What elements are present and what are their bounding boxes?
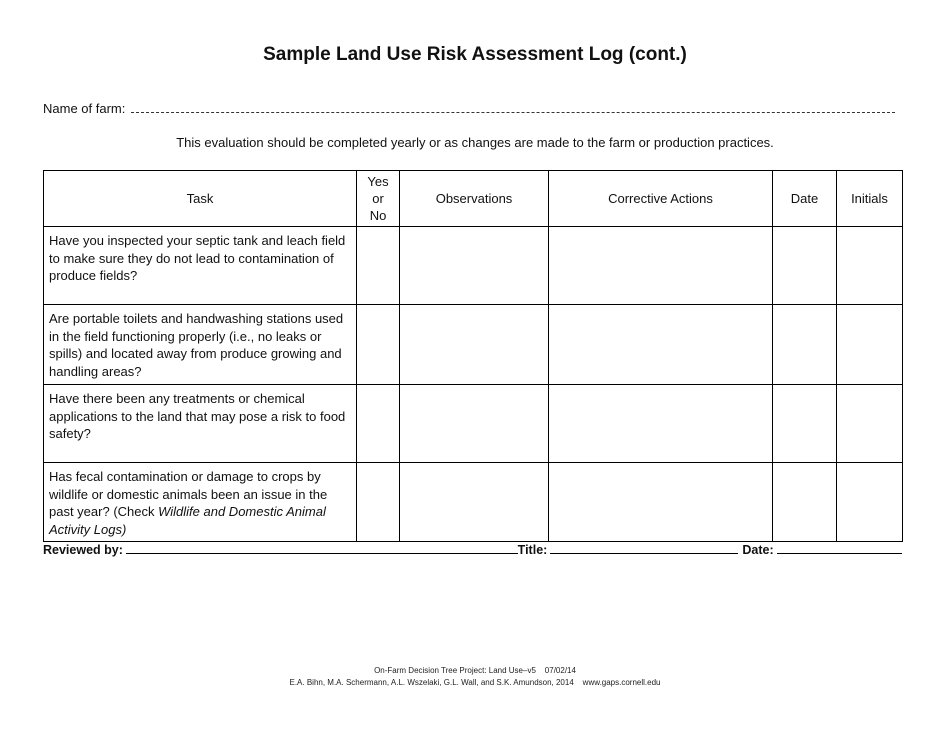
observations-cell[interactable]: [400, 227, 549, 305]
table-header-row: [44, 171, 903, 227]
farm-name-label: Name of farm:: [43, 101, 126, 116]
yes-no-cell[interactable]: [357, 227, 400, 305]
yes-no-cell[interactable]: [357, 305, 400, 385]
date-cell[interactable]: [773, 463, 837, 542]
task-cell: Have there been any treatments or chemical applications to the land that may pose a risk to food safety?: [44, 385, 357, 463]
table-row: [44, 385, 903, 463]
risk-assessment-table: [43, 170, 903, 542]
yes-no-cell[interactable]: [357, 385, 400, 463]
initials-cell[interactable]: [837, 463, 903, 542]
review-title-blank[interactable]: [550, 542, 738, 554]
header-no: No: [369, 208, 387, 223]
corrective-actions-cell[interactable]: [549, 463, 773, 542]
initials-cell[interactable]: [837, 385, 903, 463]
observations-cell[interactable]: [400, 463, 549, 542]
review-line: [43, 542, 902, 557]
task-cell: [44, 463, 357, 542]
header-yes-no: [357, 171, 400, 227]
observations-cell[interactable]: [400, 385, 549, 463]
review-date-label: Date:: [742, 543, 774, 557]
farm-name-blank[interactable]: [131, 101, 895, 113]
header-initials: Initials: [837, 171, 903, 227]
date-cell[interactable]: [773, 305, 837, 385]
corrective-actions-cell[interactable]: [549, 227, 773, 305]
initials-cell[interactable]: [837, 227, 903, 305]
date-cell[interactable]: [773, 385, 837, 463]
observations-cell[interactable]: [400, 305, 549, 385]
header-task: Task: [44, 171, 357, 227]
yes-no-cell[interactable]: [357, 463, 400, 542]
reviewed-by-blank[interactable]: [126, 542, 518, 554]
header-observations: Observations: [400, 171, 549, 227]
table-row: [44, 227, 903, 305]
document-title: Sample Land Use Risk Assessment Log (cont.): [263, 44, 687, 65]
table-row: [44, 463, 903, 542]
review-date-blank[interactable]: [777, 542, 902, 554]
farm-name-line: [43, 101, 895, 116]
task-text-italic: Wildlife and Domestic Animal Activity Logs: [49, 504, 326, 537]
header-or: or: [372, 191, 384, 206]
instruction-text: This evaluation should be completed yearly or as changes are made to the farm or production practices.: [176, 135, 774, 150]
corrective-actions-cell[interactable]: [549, 305, 773, 385]
task-text: Has fecal contamination or damage to crops by wildlife or domestic animals been an issue in the past year? (Check: [49, 469, 328, 519]
reviewed-by-label: Reviewed by:: [43, 543, 123, 557]
task-text-suffix: ): [121, 521, 127, 537]
initials-cell[interactable]: [837, 305, 903, 385]
corrective-actions-cell[interactable]: [549, 385, 773, 463]
review-title-label: Title:: [517, 543, 548, 557]
task-cell: Are portable toilets and handwashing stations used in the field functioning properly (i.e., no leaks or spills) and located away from produce growing and handling areas?: [44, 305, 357, 385]
footer-line-1: On-Farm Decision Tree Project: Land Use–v5 07/02/14: [374, 666, 576, 675]
table-row: [44, 305, 903, 385]
header-date: Date: [773, 171, 837, 227]
header-yes: Yes: [367, 174, 389, 189]
date-cell[interactable]: [773, 227, 837, 305]
task-cell: Have you inspected your septic tank and leach field to make sure they do not lead to contamination of produce fields?: [44, 227, 357, 305]
footer-line-2: E.A. Bihn, M.A. Schermann, A.L. Wszelaki, G.L. Wall, and S.K. Amundson, 2014 www.gaps.cornell.edu: [289, 678, 661, 687]
header-corrective-actions: Corrective Actions: [549, 171, 773, 227]
